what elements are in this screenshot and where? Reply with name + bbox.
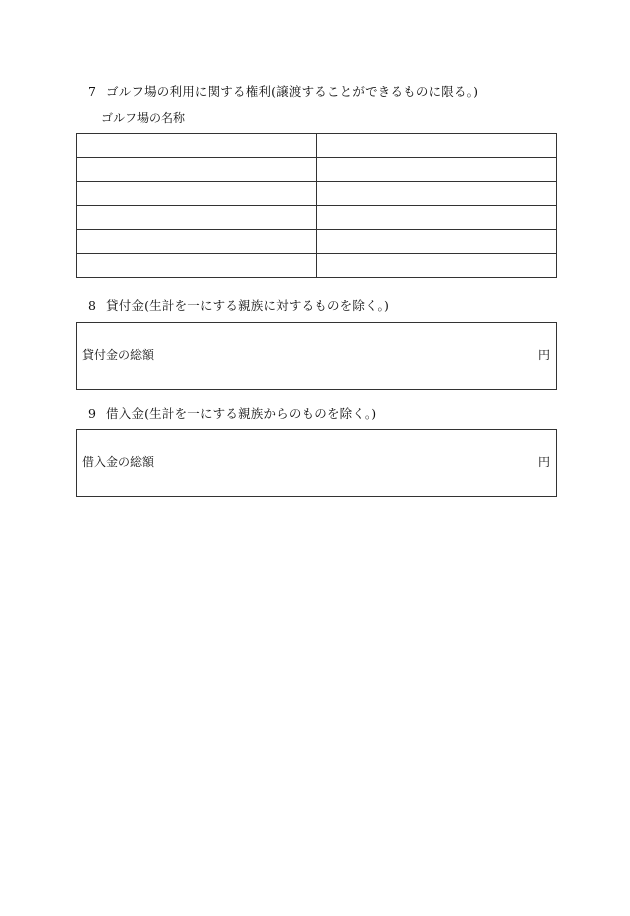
section-8-title: 貸付金(生計を一にする親族に対するものを除く。): [106, 298, 390, 313]
golf-course-detail-cell[interactable]: [317, 182, 557, 206]
section-7-title: ゴルフ場の利用に関する権利(譲渡することができるものに限る。): [106, 84, 479, 99]
golf-course-name-label: ゴルフ場の名称: [101, 111, 186, 125]
borrowings-total-label: 借入金の総額: [82, 455, 155, 469]
golf-course-detail-cell[interactable]: [317, 254, 557, 278]
table-row: [77, 158, 557, 182]
section-8-number: 8: [88, 298, 97, 313]
golf-course-detail-cell[interactable]: [317, 134, 557, 158]
section-9-title: 借入金(生計を一にする親族からのものを除く。): [106, 406, 377, 421]
borrowings-yen-unit: 円: [537, 455, 550, 469]
golf-course-name-cell[interactable]: [77, 134, 317, 158]
section-9-heading: [88, 406, 376, 422]
golf-course-name-cell[interactable]: [77, 158, 317, 182]
borrowings-box: [76, 429, 557, 497]
section-8-heading: [88, 298, 389, 314]
section-7-number: 7: [88, 84, 97, 99]
golf-rights-table: [76, 133, 557, 278]
section-9-number: 9: [88, 406, 97, 421]
golf-course-name-cell[interactable]: [77, 182, 317, 206]
loans-receivable-box: [76, 322, 557, 390]
golf-course-name-cell[interactable]: [77, 206, 317, 230]
loans-receivable-yen-unit: 円: [537, 348, 550, 362]
table-row: [77, 182, 557, 206]
golf-rights-table-body: [77, 134, 557, 278]
table-row: [77, 206, 557, 230]
section-7-heading: [88, 84, 478, 100]
table-row: [77, 230, 557, 254]
golf-course-detail-cell[interactable]: [317, 230, 557, 254]
loans-receivable-total-label: 貸付金の総額: [82, 348, 155, 362]
table-row: [77, 134, 557, 158]
golf-course-name-cell[interactable]: [77, 230, 317, 254]
golf-course-detail-cell[interactable]: [317, 158, 557, 182]
golf-course-name-cell[interactable]: [77, 254, 317, 278]
golf-course-detail-cell[interactable]: [317, 206, 557, 230]
table-row: [77, 254, 557, 278]
